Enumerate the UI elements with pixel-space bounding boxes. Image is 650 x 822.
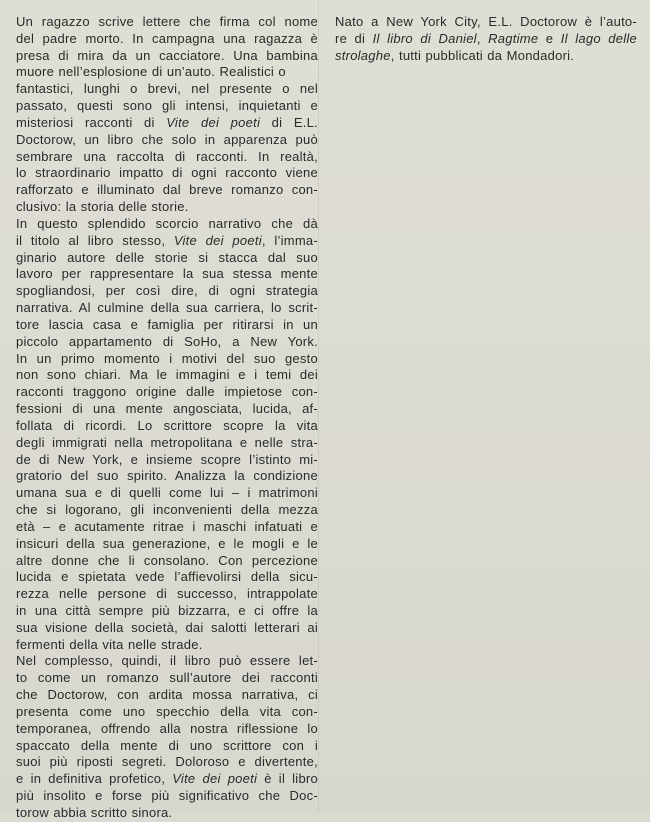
body-text-fragment: passato, questi sono gli intensi, inquietanti e	[16, 98, 318, 114]
body-text-fragment: fermenti della vita nelle strade.	[16, 636, 203, 652]
italic-title-text: Ragtime	[488, 30, 539, 46]
body-text-fragment: spogliandosi, per così dire, di ogni strategia	[16, 283, 318, 299]
body-text-fragment: di E.L.	[260, 114, 318, 130]
italic-title-text: strolaghe	[335, 47, 391, 63]
body-text-fragment: In questo splendido scorcio narrativo che dà	[16, 215, 318, 231]
synopsis-line	[16, 754, 318, 771]
synopsis-line	[16, 81, 318, 98]
synopsis-line	[16, 653, 318, 670]
synopsis-line	[16, 536, 318, 553]
synopsis-line	[16, 603, 318, 620]
body-text-fragment: presa di mira da un cacciatore. Una bambina	[16, 47, 318, 63]
synopsis-line	[16, 98, 318, 115]
body-text-fragment: è il libro	[257, 771, 318, 787]
synopsis-line	[16, 468, 318, 485]
synopsis-line	[16, 586, 318, 603]
body-text-fragment: racconti traggono origine dalle impietose con-	[16, 384, 318, 400]
body-text-fragment: ginario autore delle storie si stacca dal suo	[16, 249, 318, 265]
synopsis-line	[16, 216, 318, 233]
synopsis-line	[16, 569, 318, 586]
author-bio-line	[335, 31, 637, 48]
body-text-fragment: gratorio del suo spirito. Analizza la condizione	[16, 468, 318, 484]
synopsis-line	[16, 132, 318, 149]
synopsis-line	[16, 435, 318, 452]
italic-title-text: Il libro di Daniel	[372, 30, 477, 46]
italic-title-text: Il lago delle	[560, 30, 637, 46]
body-text-fragment: piccolo appartamento di SoHo, a New York.	[16, 333, 318, 349]
body-text-fragment: più insolito e forse più significativo che Doc-	[16, 788, 318, 804]
body-text-fragment: età – e acutamente ritrae i maschi infatuati e	[16, 518, 318, 534]
synopsis-line	[16, 704, 318, 721]
synopsis-line	[16, 502, 318, 519]
synopsis-line	[16, 771, 318, 788]
body-text-fragment: ,	[476, 30, 489, 46]
synopsis-line	[16, 738, 318, 755]
synopsis-line	[16, 317, 318, 334]
synopsis-line	[16, 351, 318, 368]
body-text-fragment: degli immigrati nella metropolitana e nelle stra-	[16, 434, 318, 450]
body-text-fragment: lo straordinario impatto di ogni racconto viene	[16, 165, 318, 181]
synopsis-line	[16, 266, 318, 283]
body-text-fragment: che Doctorow, con ardita mossa narrativa, ci	[16, 687, 318, 703]
body-text-fragment: fantastici, lunghi o brevi, nel presente o nel	[16, 81, 318, 97]
synopsis-line	[16, 250, 318, 267]
body-text-fragment: rafforzato e illuminato dal breve romanzo con-	[16, 182, 318, 198]
author-bio-line	[335, 48, 637, 65]
synopsis-line	[16, 149, 318, 166]
body-text-fragment: presenta come uno specchio della vita con-	[16, 703, 318, 719]
synopsis-line	[16, 553, 318, 570]
synopsis-line	[16, 31, 318, 48]
italic-title-text: Vite dei poeti	[166, 114, 261, 130]
synopsis-line	[16, 401, 318, 418]
body-text-fragment: non sono chiari. Ma le immagini e i temi dei	[16, 367, 318, 383]
synopsis-line	[16, 670, 318, 687]
synopsis-line	[16, 300, 318, 317]
body-text-fragment: re di	[335, 30, 373, 46]
synopsis-line	[16, 367, 318, 384]
body-text-fragment: del padre morto. In campagna una ragazza è	[16, 30, 318, 46]
synopsis-line	[16, 788, 318, 805]
synopsis-line	[16, 48, 318, 65]
body-text-fragment: che si logorano, gli inconvenienti della mezza	[16, 502, 318, 518]
body-text-fragment: narrativa. Al culmine della sua carriera, lo scrit-	[16, 300, 318, 316]
synopsis-line	[16, 637, 318, 654]
synopsis-line	[16, 283, 318, 300]
body-text-fragment: e in definitiva profetico,	[16, 771, 173, 787]
body-text-fragment: sembrare una raccolta di racconti. In realtà,	[16, 148, 318, 164]
body-text-fragment: misteriosi racconti di	[16, 114, 167, 130]
synopsis-line	[16, 452, 318, 469]
body-text-fragment: altre donne che li consolano. Con percezione	[16, 552, 318, 568]
page-fold-divider	[318, 0, 319, 813]
synopsis-line	[16, 721, 318, 738]
synopsis-line	[16, 64, 318, 81]
body-text-fragment: Un ragazzo scrive lettere che firma col nome	[16, 14, 318, 29]
author-bio-line	[335, 14, 637, 31]
body-text-fragment: to come un romanzo sull’autore dei racconti	[16, 670, 318, 686]
synopsis-line	[16, 485, 318, 502]
body-text-fragment: clusivo: la storia delle storie.	[16, 199, 189, 215]
synopsis-line	[16, 687, 318, 704]
synopsis-line	[16, 620, 318, 637]
synopsis-line	[16, 14, 318, 31]
body-text-fragment: , l’imma-	[261, 232, 318, 248]
body-text-fragment: umana sua e di quelli come lui – i matrimoni	[16, 485, 318, 501]
body-text-fragment: rezza nelle persone di successo, intrappolate	[16, 586, 318, 602]
synopsis-line	[16, 199, 318, 216]
synopsis-line	[16, 384, 318, 401]
body-text-fragment: e	[538, 30, 561, 46]
body-text-fragment: fessioni di una mente angosciata, lucida, af-	[16, 401, 318, 417]
body-text-fragment: suoi più riposti segreti. Doloroso e divertente,	[16, 754, 318, 770]
synopsis-line	[16, 418, 318, 435]
body-text-fragment: lavoro per rappresentare la sua stessa mente	[16, 266, 318, 282]
synopsis-line	[16, 334, 318, 351]
body-text-fragment: torow abbia scritto sinora.	[16, 804, 173, 820]
body-text-fragment: follata di ricordi. Lo scrittore scopre la vita	[16, 417, 318, 433]
synopsis-line	[16, 165, 318, 182]
italic-title-text: Vite dei poeti	[173, 232, 262, 248]
body-text-fragment: Nato a New York City, E.L. Doctorow è l’auto-	[335, 14, 637, 29]
body-text-fragment: in una città sempre più bizzarra, e ci offre la	[16, 602, 318, 618]
synopsis-line	[16, 233, 318, 250]
body-text-fragment: In un primo momento i motivi del suo gesto	[16, 350, 318, 366]
italic-title-text: Vite dei poeti	[172, 771, 258, 787]
body-text-fragment: , tutti pubblicati da Mondadori.	[390, 47, 575, 63]
author-bio-column	[335, 14, 637, 64]
synopsis-column	[16, 14, 318, 822]
body-text-fragment: muore nell’esplosione di un’auto. Realistici o	[16, 64, 286, 80]
body-text-fragment: de di New York, e insieme scopre l’istinto mi-	[16, 451, 318, 467]
synopsis-line	[16, 182, 318, 199]
body-text-fragment: Doctorow, un libro che solo in apparenza può	[16, 131, 318, 147]
body-text-fragment: lucida e spietata vede l’affievolirsi della sicu-	[16, 569, 318, 585]
synopsis-line	[16, 115, 318, 132]
body-text-fragment: il titolo al libro stesso,	[16, 232, 174, 248]
body-text-fragment: spaccato della mente di uno scrittore con i	[16, 737, 318, 753]
body-text-fragment: insicuri della sua generazione, e le mogli e le	[16, 535, 318, 551]
synopsis-line	[16, 519, 318, 536]
body-text-fragment: Nel complesso, quindi, il libro può essere let-	[16, 653, 318, 669]
synopsis-line	[16, 805, 318, 822]
body-text-fragment: tore lascia casa e famiglia per ritirarsi in un	[16, 316, 318, 332]
body-text-fragment: temporanea, offrendo alla nostra riflessione lo	[16, 720, 318, 736]
body-text-fragment: sua visione della società, dai salotti letterari ai	[16, 619, 318, 635]
